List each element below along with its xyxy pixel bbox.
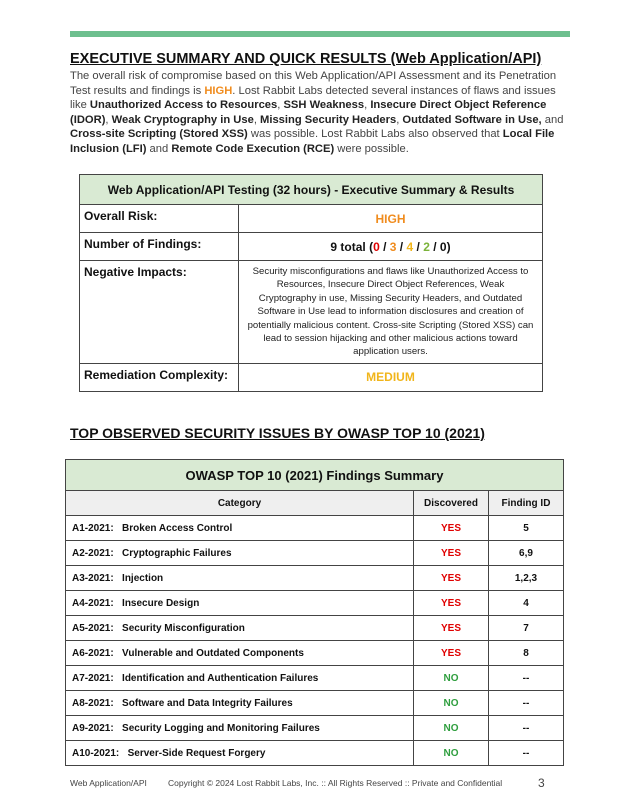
category-code: A10-2021: <box>72 747 120 759</box>
intro-segment: Insecure Direct Object Reference (IDOR) <box>70 99 547 126</box>
category-code: A2-2021: <box>72 547 114 559</box>
overall-risk-label: Overall Risk: <box>80 205 239 233</box>
intro-segment: Cross-site Scripting (Stored XSS) <box>70 128 248 141</box>
category-name: Cryptographic Failures <box>122 547 232 559</box>
category-name: Security Logging and Monitoring Failures <box>122 722 320 734</box>
category-cell <box>66 541 414 566</box>
findings-value: 9 total (0 / 3 / 4 / 2 / 0) <box>239 233 543 261</box>
section-title-owasp: TOP OBSERVED SECURITY ISSUES BY OWASP TOP 10 (2021) <box>70 425 485 441</box>
remediation-value: MEDIUM <box>239 363 543 391</box>
summary-table-title: Web Application/API Testing (32 hours) - Executive Summary & Results <box>80 175 543 205</box>
discovered-cell: YES <box>414 591 489 616</box>
table-row <box>66 716 564 741</box>
intro-segment: and <box>541 113 564 126</box>
category-name: Software and Data Integrity Failures <box>122 697 293 709</box>
intro-segment: Missing Security Headers <box>260 113 397 126</box>
category-cell <box>66 666 414 691</box>
category-code: A7-2021: <box>72 672 114 684</box>
intro-segment: , <box>253 113 261 126</box>
negative-impacts-label: Negative Impacts: <box>80 261 239 364</box>
category-name: Broken Access Control <box>122 522 233 534</box>
category-name: Identification and Authentication Failures <box>122 672 319 684</box>
category-code: A8-2021: <box>72 697 114 709</box>
finding-id-cell: 4 <box>489 591 564 616</box>
category-cell <box>66 641 414 666</box>
discovered-cell: NO <box>414 716 489 741</box>
finding-id-cell: 8 <box>489 641 564 666</box>
category-cell <box>66 741 414 766</box>
category-code: A3-2021: <box>72 572 114 584</box>
category-cell <box>66 716 414 741</box>
top-accent-bar <box>70 31 570 37</box>
column-header-finding-id: Finding ID <box>489 491 564 516</box>
column-header-discovered: Discovered <box>414 491 489 516</box>
finding-id-cell: -- <box>489 691 564 716</box>
footer-copyright: Copyright © 2024 Lost Rabbit Labs, Inc. :: All Rights Reserved :: Private and Confidential <box>168 778 503 788</box>
category-cell <box>66 566 414 591</box>
findings-close: ) <box>446 239 451 254</box>
discovered-cell: YES <box>414 516 489 541</box>
intro-segment: Local File Inclusion (LFI) <box>70 128 555 155</box>
table-row <box>66 641 564 666</box>
finding-id-cell: 5 <box>489 516 564 541</box>
column-header-category: Category <box>66 491 414 516</box>
category-code: A4-2021: <box>72 597 114 609</box>
findings-total: 9 total ( <box>330 239 374 254</box>
discovered-cell: YES <box>414 566 489 591</box>
intro-segment: , <box>277 99 284 112</box>
intro-segment: was possible. Lost Rabbit Labs also observed that <box>247 128 503 141</box>
finding-id-cell: 1,2,3 <box>489 566 564 591</box>
footer-left: Web Application/API <box>70 778 147 788</box>
owasp-findings-table <box>65 459 564 766</box>
intro-segment: SSH Weakness <box>283 99 365 112</box>
table-row <box>66 741 564 766</box>
discovered-cell: NO <box>414 691 489 716</box>
table-row <box>66 541 564 566</box>
category-name: Vulnerable and Outdated Components <box>122 647 304 659</box>
section-title-executive-summary: EXECUTIVE SUMMARY AND QUICK RESULTS (Web Application/API) <box>70 51 542 67</box>
finding-id-cell: -- <box>489 716 564 741</box>
page-number: 3 <box>538 776 545 790</box>
intro-segment: Unauthorized Access to Resources <box>89 99 278 112</box>
intro-paragraph <box>70 69 570 157</box>
category-name: Injection <box>122 572 164 584</box>
category-cell <box>66 516 414 541</box>
discovered-cell: YES <box>414 541 489 566</box>
intro-segment: , <box>105 113 112 126</box>
table-row <box>66 591 564 616</box>
finding-id-cell: 6,9 <box>489 541 564 566</box>
category-name: Insecure Design <box>122 597 200 609</box>
intro-segment: and <box>146 142 172 155</box>
finding-id-cell: -- <box>489 741 564 766</box>
findings-medium: 4 <box>406 239 414 254</box>
category-cell <box>66 591 414 616</box>
remediation-label: Remediation Complexity: <box>80 363 239 391</box>
findings-info: 0 <box>439 239 447 254</box>
findings-high: 3 <box>389 239 397 254</box>
discovered-cell: NO <box>414 741 489 766</box>
intro-segment: . Lost Rabbit Labs detected several instances of flaws and issues like <box>70 84 556 112</box>
category-cell <box>66 616 414 641</box>
table-row <box>66 666 564 691</box>
intro-segment: Outdated Software in Use, <box>402 113 542 126</box>
findings-label: Number of Findings: <box>80 233 239 261</box>
executive-summary-table <box>79 174 543 392</box>
discovered-cell: YES <box>414 616 489 641</box>
category-cell <box>66 691 414 716</box>
discovered-cell: NO <box>414 666 489 691</box>
discovered-cell: YES <box>414 641 489 666</box>
category-code: A1-2021: <box>72 522 114 534</box>
intro-segment: , <box>364 99 371 112</box>
table-row <box>66 691 564 716</box>
owasp-table-title: OWASP TOP 10 (2021) Findings Summary <box>66 460 564 491</box>
intro-segment: Weak Cryptography in Use <box>111 113 254 126</box>
table-row <box>66 566 564 591</box>
category-code: A5-2021: <box>72 622 114 634</box>
intro-segment: The overall risk of compromise based on this Web Application/API Assessment and its Penetration Test results and findings is <box>70 70 557 97</box>
finding-id-cell: 7 <box>489 616 564 641</box>
category-code: A6-2021: <box>72 647 114 659</box>
findings-critical: 0 <box>373 239 380 254</box>
intro-segment: Remote Code Execution (RCE) <box>171 142 335 155</box>
intro-segment: were possible. <box>334 142 409 155</box>
findings-low: 2 <box>423 239 430 254</box>
table-row <box>66 616 564 641</box>
category-name: Server-Side Request Forgery <box>127 747 266 759</box>
table-row <box>66 516 564 541</box>
finding-id-cell: -- <box>489 666 564 691</box>
intro-segment: , <box>396 113 403 126</box>
category-name: Security Misconfiguration <box>122 622 245 634</box>
negative-impacts-value: Security misconfigurations and flaws like Unauthorized Access to Resources, Insecure Direct Object References, Weak Cryptography in use, Missing Security Headers, and Outdated Software in Use lead to information disclosures and creation of potentially malicious content. Cross-site Scripting (Stored XSS) can lead to session hijacking and other malicious actions toward application users. <box>239 261 543 364</box>
intro-segment: HIGH <box>204 84 233 97</box>
category-code: A9-2021: <box>72 722 114 734</box>
overall-risk-value: HIGH <box>239 205 543 233</box>
